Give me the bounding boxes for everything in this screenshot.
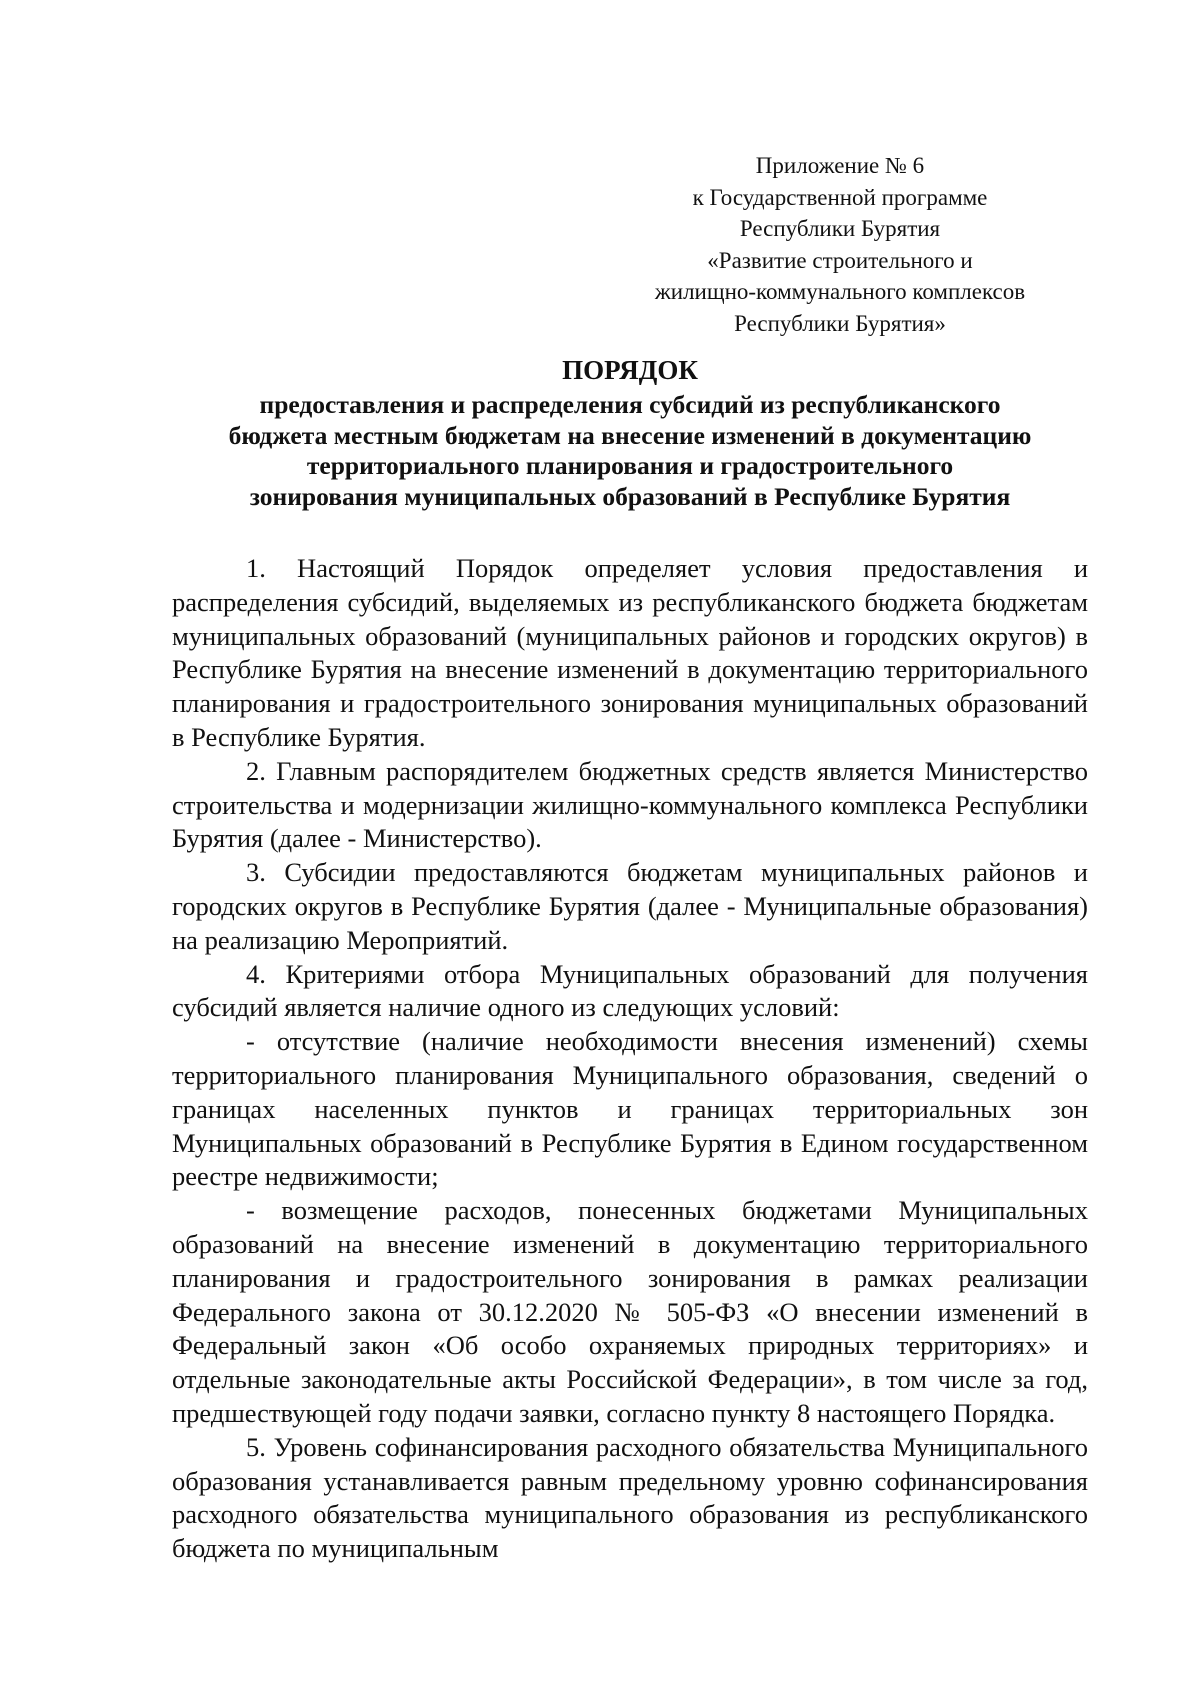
appendix-block xyxy=(620,150,1060,339)
subtitle-line: бюджета местным бюджетам на внесение изменений в документацию xyxy=(228,420,1032,450)
paragraph-4: 4. Критериями отбора Муниципальных образований для получения субсидий является наличие одного из следующих условий: xyxy=(172,958,1088,1023)
subtitle-line: предоставления и распределения субсидий из республиканского xyxy=(259,390,1001,419)
subtitle-line: зонирования муниципальных образований в Республике Бурятия xyxy=(249,481,1011,511)
appendix-line: Республики Бурятия» xyxy=(734,310,946,336)
subtitle-line: территориального планирования и градостроительного xyxy=(306,451,954,480)
paragraph-3: 3. Субсидии предоставляются бюджетам муниципальных районов и городских округов в Республике Бурятия (далее - Муниципальные образования) на реализацию Мероприятий. xyxy=(172,857,1088,955)
appendix-line: «Развитие строительного и xyxy=(707,247,973,273)
paragraph-2: 2. Главным распорядителем бюджетных средств является Министерство строительства и модернизации жилищно-коммунального комплекса Республики Бурятия (далее - Министерство). xyxy=(172,755,1088,854)
document-body xyxy=(172,552,1088,1566)
appendix-line: к Государственной программе xyxy=(692,184,988,210)
paragraph-4-condition-1: - отсутствие (наличие необходимости внесения изменений) схемы территориального планирования Муниципального образования, сведений о границах населенных пунктов и границах территориальных зон Муниципальных образований в Республике Бурятия в Едином государственном реестре недвижимости; xyxy=(172,1026,1088,1192)
paragraph-5: 5. Уровень софинансирования расходного обязательства Муниципального образования устанавливается равным предельному уровню софинансирования расходного обязательства муниципального образования из республиканского бюджета по муниципальным xyxy=(172,1431,1088,1564)
paragraph-4-condition-2: - возмещение расходов, понесенных бюджетами Муниципальных образований на внесение изменений в документацию территориального планирования и градостроительного зонирования в рамках реализации Федерального закона от 30.12.2020 № 505-ФЗ «О внесении изменений в Федеральный закон «Об особо охраняемых природных территориях» и отдельные законодательные акты Российской Федерации», в том числе за год, предшествующей году подачи заявки, согласно пункту 8 настоящего Порядка. xyxy=(172,1195,1088,1428)
document-title: ПОРЯДОК xyxy=(562,355,698,385)
paragraph-1: 1. Настоящий Порядок определяет условия предоставления и распределения субсидий, выделяемых из республиканского бюджета бюджетам муниципальных образований (муниципальных районов и городских округов) в Республике Бурятия на внесение изменений в документацию территориального планирования и градостроительного зонирования муниципальных образований в Республике Бурятия. xyxy=(172,553,1088,752)
appendix-line: Приложение № 6 xyxy=(755,153,925,178)
appendix-line: Республики Бурятия xyxy=(739,216,941,241)
appendix-line: жилищно-коммунального комплексов xyxy=(654,279,1026,304)
document-subtitle xyxy=(150,390,1110,512)
